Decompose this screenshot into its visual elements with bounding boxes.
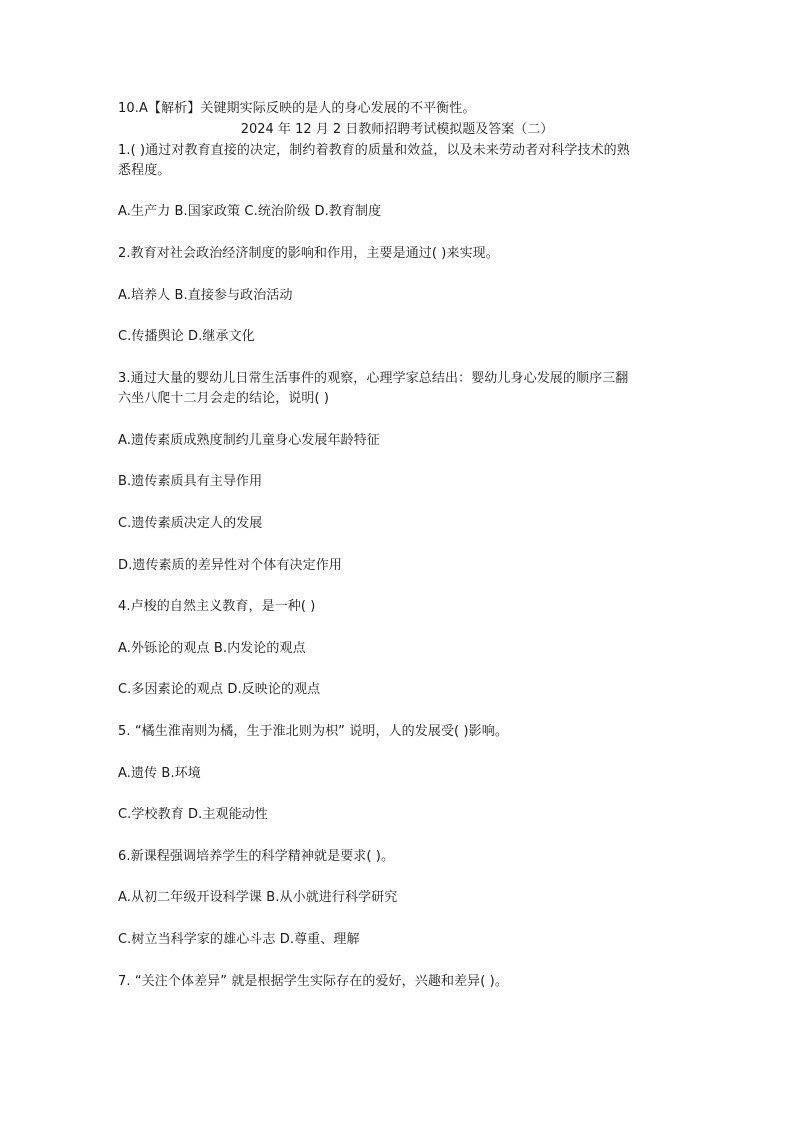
question-2-options-c-d: C.传播舆论 D.继承文化 xyxy=(118,329,255,344)
question-1-stem-line2: 悉程度。 xyxy=(118,163,171,178)
question-6-options-a-b: A.从初二年级开设科学课 B.从小就进行科学研究 xyxy=(118,890,398,905)
question-5-options-c-d: C.学校教育 D.主观能动性 xyxy=(118,807,268,822)
question-3-stem-line2: 六坐八爬十二月会走的结论，说明( ) xyxy=(118,391,330,406)
question-7-stem: 7. “关注个体差异” 就是根据学生实际存在的爱好，兴趣和差异( )。 xyxy=(118,974,508,989)
question-6-options-c-d: C.树立当科学家的雄心斗志 D.尊重、理解 xyxy=(118,932,360,947)
question-2-options-a-b: A.培养人 B.直接参与政治活动 xyxy=(118,288,293,303)
question-4-options-a-b: A.外铄论的观点 B.内发论的观点 xyxy=(118,641,306,656)
question-3-option-a: A.遗传素质成熟度制约儿童身心发展年龄特征 xyxy=(118,433,380,448)
question-2-stem: 2.教育对社会政治经济制度的影响和作用，主要是通过( )来实现。 xyxy=(118,246,499,261)
question-6-stem: 6.新课程强调培养学生的科学精神就是要求( )。 xyxy=(118,849,395,864)
question-3-stem-line1: 3.通过大量的婴幼儿日常生活事件的观察，心理学家总结出：婴幼儿身心发展的顺序三翻 xyxy=(118,371,629,386)
question-3-option-d: D.遗传素质的差异性对个体有决定作用 xyxy=(118,558,342,573)
previous-answer-line: 10.A【解析】关键期实际反映的是人的身心发展的不平衡性。 xyxy=(118,101,476,116)
question-4-stem: 4.卢梭的自然主义教育，是一种( ) xyxy=(118,599,316,614)
question-1-options: A.生产力 B.国家政策 C.统治阶级 D.教育制度 xyxy=(118,204,382,219)
document-title: 2024 年 12 月 2 日教师招聘考试模拟题及答案（二） xyxy=(240,122,554,137)
question-5-stem: 5. “橘生淮南则为橘，生于淮北则为枳” 说明，人的发展受( )影响。 xyxy=(118,724,508,739)
question-1-stem-line1: 1.( )通过对教育直接的决定，制约着教育的质量和效益，以及未来劳动者对科学技术的熟 xyxy=(118,143,630,158)
question-3-option-c: C.遗传素质决定人的发展 xyxy=(118,516,263,531)
question-4-options-c-d: C.多因素论的观点 D.反映论的观点 xyxy=(118,682,321,697)
question-5-options-a-b: A.遗传 B.环境 xyxy=(118,766,201,781)
question-3-option-b: B.遗传素质具有主导作用 xyxy=(118,474,263,489)
